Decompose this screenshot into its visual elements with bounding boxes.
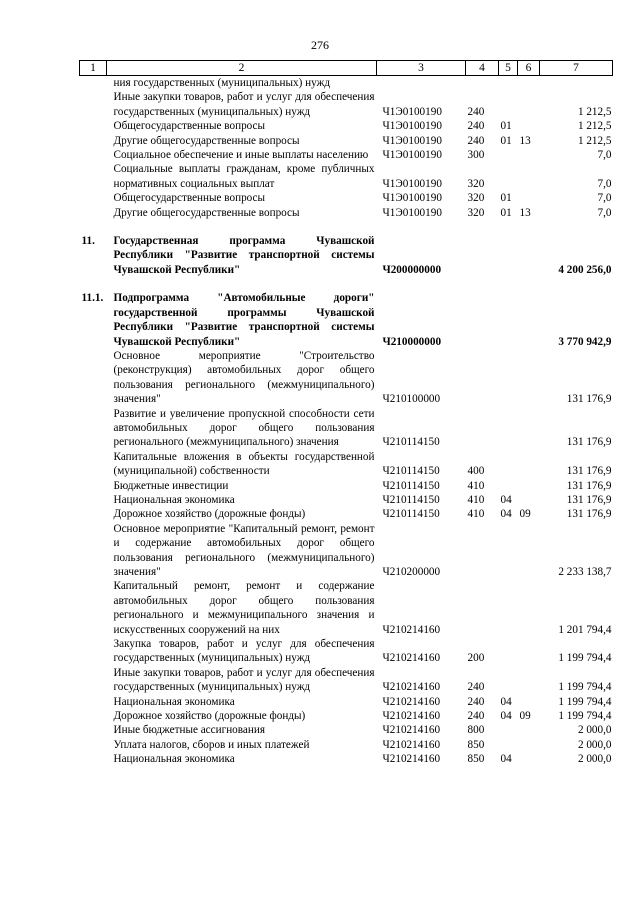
row-sum: 7,0 (597, 206, 612, 219)
row-number (80, 738, 107, 752)
row-expense-type: 240 (467, 695, 485, 708)
row-target-code: Ч210114150 (382, 508, 440, 521)
row-target-code: Ч210214160 (382, 710, 441, 723)
row-name: Другие общегосударственные вопросы (113, 206, 300, 219)
header-col-4: 4 (466, 61, 499, 76)
row-sum: 3 770 942,9 (558, 335, 612, 348)
row-expense-type (466, 291, 499, 349)
table-row (80, 666, 613, 695)
row-name: Основное мероприятие "Строительство (реконструкция) автомобильных дорог общего пользования регионального (межмуниципального) значения" (113, 349, 375, 406)
table-row (80, 637, 613, 666)
row-subsection (518, 579, 540, 637)
row-section: 01 (500, 120, 512, 133)
row-subsection (518, 666, 540, 695)
row-name: Дорожное хозяйство (дорожные фонды) (113, 710, 306, 723)
row-section: 04 (500, 493, 512, 506)
table-row (80, 709, 613, 723)
table-row (80, 407, 613, 450)
row-subsection (518, 637, 540, 666)
row-name: Основное мероприятие "Капитальный ремонт, ремонт и содержание автомобильных дорог общего пользования регионального (межмуниципального) значения" (113, 522, 375, 578)
header-col-1: 1 (80, 61, 107, 76)
row-section (499, 450, 518, 479)
row-subsection (518, 349, 540, 407)
row-section (499, 76, 518, 91)
table-row (80, 349, 613, 407)
row-target-code: Ч1Э0100190 (382, 206, 442, 219)
table-row-program (80, 234, 613, 277)
row-name: Уплата налогов, сборов и иных платежей (113, 738, 310, 751)
row-number (80, 522, 107, 580)
row-sum: 131 176,9 (566, 436, 612, 449)
row-sum: 1 199 794,4 (558, 681, 612, 694)
row-expense-type: 300 (467, 149, 485, 162)
row-section (499, 234, 518, 277)
row-expense-type: 200 (467, 652, 485, 665)
row-expense-type: 410 (467, 508, 485, 521)
row-target-code: Ч200000000 (382, 263, 442, 276)
row-expense-type: 320 (467, 192, 485, 205)
row-expense-type: 320 (467, 206, 485, 219)
row-sum: 131 176,9 (566, 465, 612, 478)
table-row (80, 450, 613, 479)
row-target-code: Ч210214160 (382, 681, 441, 694)
table-row (80, 738, 613, 752)
row-section: 04 (500, 508, 512, 521)
row-section (499, 522, 518, 580)
header-col-3: 3 (377, 61, 466, 76)
row-number (80, 407, 107, 450)
row-subsection (518, 291, 540, 349)
row-expense-type: 800 (467, 724, 485, 737)
row-expense-type (466, 579, 499, 637)
row-expense-type: 240 (467, 105, 485, 118)
row-sum: 131 176,9 (566, 508, 612, 521)
row-section (499, 407, 518, 450)
row-name: Дорожное хозяйство (дорожные фонды) (113, 508, 306, 521)
row-subsection (518, 695, 540, 709)
row-name: Закупка товаров, работ и услуг для обеспечения государственных (муниципальных) нужд (113, 638, 375, 665)
row-name: Общегосударственные вопросы (113, 192, 266, 205)
row-subsection (518, 119, 540, 133)
row-expense-type (466, 234, 499, 277)
spacer-row (80, 220, 613, 234)
row-section (499, 148, 518, 162)
row-expense-type: 850 (467, 753, 485, 766)
row-expense-type (466, 76, 499, 91)
row-sum (540, 76, 613, 91)
row-sum: 131 176,9 (566, 393, 612, 406)
row-number (80, 507, 107, 521)
row-section: 01 (500, 192, 512, 205)
row-subsection (518, 723, 540, 737)
row-number: 11.1. (81, 292, 104, 305)
row-name: Государственная программа Чувашской Республики "Развитие транспортной системы Чувашской Республики" (113, 235, 375, 276)
row-sum: 1 212,5 (577, 134, 612, 147)
row-target-code: Ч1Э0100190 (382, 105, 442, 118)
row-expense-type (466, 407, 499, 450)
row-subsection: 09 (519, 710, 531, 723)
row-section (499, 738, 518, 752)
row-subsection: 13 (519, 206, 531, 219)
row-name: Иные закупки товаров, работ и услуг для обеспечения государственных (муниципальных) нужд (113, 666, 375, 694)
row-subsection: 09 (519, 508, 531, 521)
row-expense-type (466, 349, 499, 407)
row-section: 04 (500, 710, 512, 723)
row-number (80, 90, 107, 119)
row-target-code: Ч210114150 (382, 479, 440, 492)
row-section (499, 90, 518, 119)
row-expense-type: 240 (467, 710, 485, 723)
row-section: 01 (500, 206, 512, 219)
row-number (80, 148, 107, 162)
row-sum: 131 176,9 (566, 493, 612, 506)
row-sum: 2 233 138,7 (558, 566, 612, 578)
row-target-code: Ч1Э0100190 (382, 149, 442, 162)
row-sum: 2 000,0 (577, 724, 612, 737)
row-sum: 1 199 794,4 (558, 652, 612, 665)
row-subsection (518, 752, 540, 766)
row-target-code: Ч210214160 (382, 652, 441, 665)
row-subsection (518, 90, 540, 119)
row-subsection (518, 522, 540, 580)
table-row (80, 579, 613, 637)
row-number (80, 450, 107, 479)
row-section: 04 (500, 753, 512, 766)
row-number (80, 76, 107, 91)
row-subsection (518, 162, 540, 191)
row-sum: 4 200 256,0 (558, 263, 612, 276)
row-number (80, 134, 107, 148)
row-target-code: Ч210000000 (382, 335, 442, 348)
row-target-code: Ч210214160 (382, 623, 441, 636)
table-row (80, 493, 613, 507)
row-sum: 2 000,0 (577, 753, 612, 766)
row-subsection (518, 479, 540, 493)
row-sum: 1 199 794,4 (558, 695, 612, 708)
row-number (80, 709, 107, 723)
table-row (80, 522, 613, 580)
row-section: 01 (500, 134, 512, 147)
row-number (80, 479, 107, 493)
row-section (499, 637, 518, 666)
row-subsection (518, 148, 540, 162)
row-subsection (518, 407, 540, 450)
row-subsection (518, 450, 540, 479)
row-name: Подпрограмма "Автомобильные дороги" государственной программы Чувашской Республики "Развитие транспортной системы Чувашской Республики" (113, 292, 375, 348)
row-section (499, 723, 518, 737)
row-target-code: Ч210114150 (382, 465, 440, 478)
row-expense-type: 240 (467, 134, 485, 147)
page-number: 276 (311, 38, 329, 52)
row-number (80, 723, 107, 737)
row-subsection (518, 191, 540, 205)
row-sum: 2 000,0 (577, 738, 612, 751)
table-row (80, 134, 613, 148)
table-row (80, 695, 613, 709)
row-subsection (518, 234, 540, 277)
row-subsection (518, 738, 540, 752)
row-target-code: Ч210214160 (382, 724, 441, 737)
row-name: Национальная экономика (113, 753, 235, 766)
row-target-code: Ч1Э0100190 (382, 177, 442, 190)
row-name: Национальная экономика (113, 493, 235, 506)
row-target-code: Ч1Э0100190 (382, 192, 442, 205)
row-name: Социальные выплаты гражданам, кроме публичных нормативных социальных выплат (113, 163, 375, 190)
header-col-2: 2 (107, 61, 377, 76)
table-row (80, 206, 613, 220)
row-name: Бюджетные инвестиции (113, 479, 229, 492)
row-name: Капитальный ремонт, ремонт и содержание автомобильных дорог общего пользования регионального и межмуниципального значения и искусственных сооружений на них (113, 580, 375, 636)
row-subsection (518, 493, 540, 507)
row-target-code: Ч210114150 (382, 436, 440, 449)
row-number (80, 206, 107, 220)
row-expense-type: 400 (467, 465, 485, 478)
table-row-subprogram (80, 291, 613, 349)
row-number (80, 191, 107, 205)
row-target-code: Ч210200000 (382, 566, 441, 578)
row-target-code: Ч210100000 (382, 393, 441, 406)
row-expense-type: 410 (467, 493, 485, 506)
table-header (80, 61, 613, 76)
row-sum: 1 201 794,4 (558, 623, 612, 636)
row-target-code: Ч1Э0100190 (382, 134, 442, 147)
budget-table (79, 60, 612, 767)
row-sum: 7,0 (597, 192, 612, 205)
row-number (80, 493, 107, 507)
row-target-code (377, 76, 466, 91)
row-number (80, 666, 107, 695)
row-name: ния государственных (муниципальных) нужд (113, 77, 331, 89)
row-section (499, 579, 518, 637)
table-row (80, 119, 613, 133)
table-row (80, 191, 613, 205)
row-expense-type: 240 (467, 681, 485, 694)
row-subsection (518, 76, 540, 91)
header-col-5: 5 (499, 61, 518, 76)
row-sum: 7,0 (597, 149, 612, 162)
spacer-row (80, 277, 613, 291)
row-number (80, 579, 107, 637)
table-row (80, 723, 613, 737)
row-subsection: 13 (519, 134, 531, 147)
row-expense-type: 320 (467, 177, 485, 190)
header-col-6: 6 (518, 61, 540, 76)
table-row (80, 76, 613, 91)
row-name: Развитие и увеличение пропускной способности сети автомобильных дорог общего пользования регионального (межмуниципального) значения (113, 407, 375, 449)
row-expense-type: 850 (467, 738, 485, 751)
row-target-code: Ч210214160 (382, 753, 441, 766)
row-number (80, 119, 107, 133)
row-name: Иные закупки товаров, работ и услуг для обеспечения государственных (муниципальных) нужд (113, 91, 375, 118)
row-sum: 131 176,9 (566, 479, 612, 492)
row-number: 11. (81, 235, 95, 248)
row-name: Другие общегосударственные вопросы (113, 134, 300, 147)
row-number (80, 349, 107, 407)
row-sum: 7,0 (597, 177, 612, 190)
row-number (80, 162, 107, 191)
row-number (80, 752, 107, 766)
row-section (499, 162, 518, 191)
table-row (80, 90, 613, 119)
row-target-code: Ч210114150 (382, 493, 440, 506)
row-expense-type (466, 522, 499, 580)
row-expense-type: 240 (467, 120, 485, 133)
row-section (499, 479, 518, 493)
row-name: Социальное обеспечение и иные выплаты населению (113, 149, 369, 162)
table-row (80, 507, 613, 521)
row-target-code: Ч1Э0100190 (382, 120, 442, 133)
table-row (80, 162, 613, 191)
header-col-7: 7 (540, 61, 613, 76)
row-number (80, 637, 107, 666)
row-section (499, 666, 518, 695)
row-expense-type: 410 (467, 479, 485, 492)
row-name: Национальная экономика (113, 695, 235, 708)
row-sum: 1 212,5 (577, 105, 612, 118)
row-section: 04 (500, 695, 512, 708)
table-row (80, 148, 613, 162)
row-name: Капитальные вложения в объекты государственной (муниципальной) собственности (113, 450, 375, 478)
row-sum: 1 199 794,4 (558, 710, 612, 723)
row-section (499, 291, 518, 349)
row-name: Иные бюджетные ассигнования (113, 724, 265, 737)
row-sum: 1 212,5 (577, 120, 612, 133)
table-row (80, 479, 613, 493)
row-section (499, 349, 518, 407)
table-row (80, 752, 613, 766)
row-target-code: Ч210214160 (382, 738, 441, 751)
row-name: Общегосударственные вопросы (113, 120, 266, 133)
row-target-code: Ч210214160 (382, 695, 441, 708)
row-number (80, 695, 107, 709)
